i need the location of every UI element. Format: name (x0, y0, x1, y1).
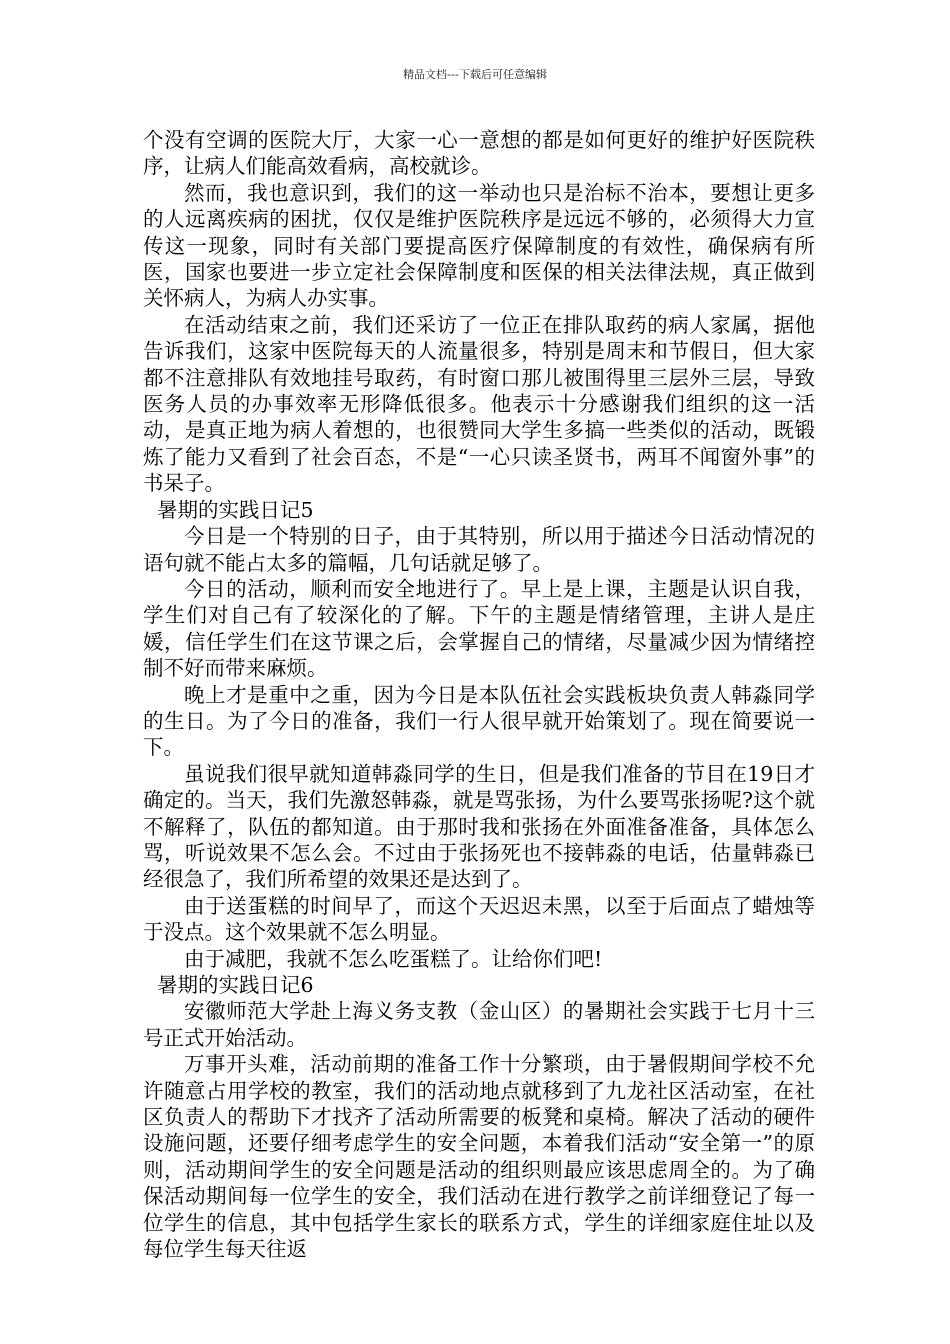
paragraph: 万事开头难，活动前期的准备工作十分繁琐，由于暑假期间学校不允许随意占用学校的教室，我们的活动地点就移到了九龙社区活动室，在社区负责人的帮助下才找齐了活动所需要的板凳和桌椅。解决了活动的硬件设施问题，还要仔细考虑学生的安全问题，本着我们活动“安全第一”的原则，活动期间学生的安全问题是活动的组织则最应该思虑周全的。为了确保活动期间每一位学生的安全，我们活动在进行教学之前详细登记了每一位学生的信息，其中包括学生家长的联系方式，学生的详细家庭住址以及每位学生每天往返 (143, 1052, 815, 1262)
paragraph: 然而，我也意识到，我们的这一举动也只是治标不治本，要想让更多的人远离疾病的困扰，仅仅是维护医院秩序是远远不够的，必须得大力宣传这一现象，同时有关部门要提高医疗保障制度的有效性，确保病有所医，国家也要进一步立定社会保障制度和医保的相关法律法规，真正做到关怀病人，为病人办实事。 (143, 180, 815, 311)
page-header: 精品文档---下载后可任意编辑 (403, 68, 547, 81)
document-body (143, 127, 815, 1262)
paragraph: 由于减肥，我就不怎么吃蛋糕了。让给你们吧! (184, 946, 603, 971)
paragraph: 在活动结束之前，我们还采访了一位正在排队取药的病人家属，据他告诉我们，这家中医院每天的人流量很多，特别是周末和节假日，但大家都不注意排队有效地挂号取药，有时窗口那儿被围得里三层外三层，导致医务人员的办事效率无形降低很多。他表示十分感谢我们组织的这一活动，是真正地为病人着想的，也很赞同大学生多搞一些类似的活动，既锻炼了能力又看到了社会百态，不是“一心只读圣贤书，两耳不闻窗外事”的书呆子。 (143, 312, 815, 496)
section-heading: 暑期的实践日记6 (157, 973, 314, 997)
paragraph: 晚上才是重中之重，因为今日是本队伍社会实践板块负责人韩淼同学的生日。为了今日的准备，我们一行人很早就开始策划了。现在简要说一下。 (143, 682, 815, 760)
paragraph: 今日的活动，顺利而安全地进行了。早上是上课，主题是认识自我，学生们对自己有了较深化的了解。下午的主题是情绪管理，主讲人是庄媛，信任学生们在这节课之后，会掌握自己的情绪，尽量减少因为情绪控制不好而带来麻烦。 (143, 576, 815, 681)
paragraph: 安徽师范大学赴上海义务支教（金山区）的暑期社会实践于七月十三号正式开始活动。 (143, 999, 815, 1050)
paragraph: 虽说我们很早就知道韩淼同学的生日，但是我们准备的节目在19日才确定的。当天，我们先激怒韩淼，就是骂张扬，为什么要骂张扬呢?这个就不解释了，队伍的都知道。由于那时我和张扬在外面准备准备，具体怎么骂，听说效果不怎么会。不过由于张扬死也不接韩淼的电话，估量韩淼已经很急了，我们所希望的效果还是达到了。 (143, 761, 815, 892)
paragraph: 今日是一个特别的日子，由于其特别，所以用于描述今日活动情况的语句就不能占太多的篇幅，几句话就足够了。 (143, 524, 815, 575)
section-heading: 暑期的实践日记5 (157, 497, 314, 522)
paragraph: 由于送蛋糕的时间早了，而这个天迟迟未黑，以至于后面点了蜡烛等于没点。这个效果就不怎么明显。 (143, 893, 815, 945)
paragraph-continued: 个没有空调的医院大厅，大家一心一意想的都是如何更好的维护好医院秩序，让病人们能高效看病，高校就诊。 (143, 128, 815, 179)
